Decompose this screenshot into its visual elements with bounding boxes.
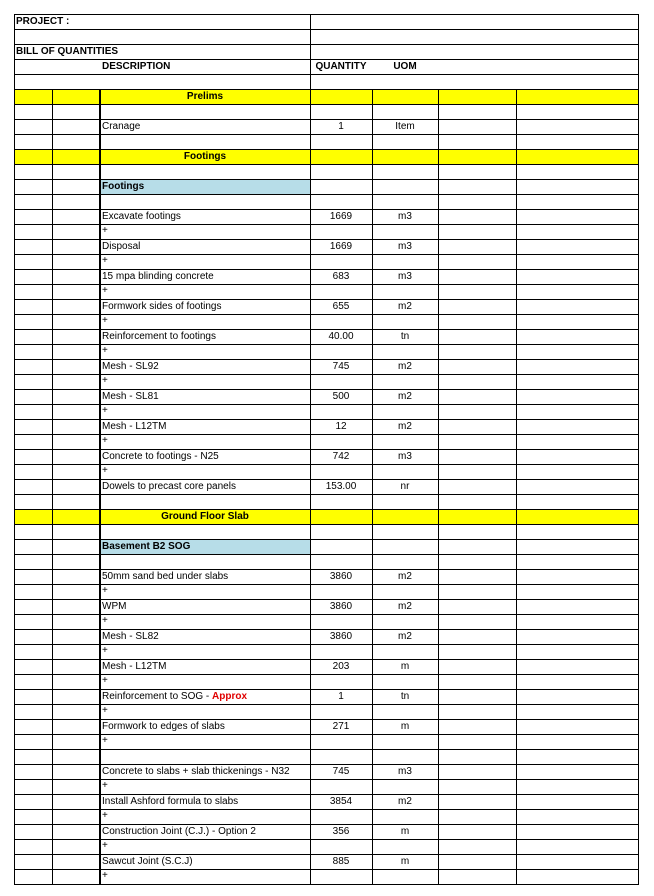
row-divider (14, 134, 639, 135)
project-label: PROJECT : (16, 16, 70, 27)
row-divider (14, 119, 639, 120)
row-divider (14, 179, 639, 180)
item-quantity: 1669 (329, 241, 353, 252)
item-uom: m (400, 826, 410, 837)
row-divider (14, 239, 639, 240)
item-quantity: 745 (332, 766, 350, 777)
row-divider (14, 494, 639, 495)
item-uom: m2 (398, 421, 412, 432)
item-uom: m3 (398, 451, 412, 462)
row-divider (14, 599, 639, 600)
item-uom: m2 (398, 301, 412, 312)
column-divider (14, 89, 15, 884)
row-divider (14, 149, 639, 150)
plus-marker: + (102, 780, 108, 791)
item-uom: Item (395, 121, 415, 132)
item-description: Sawcut Joint (S.C.J) (102, 856, 193, 867)
section-title: Ground Floor Slab (161, 511, 249, 522)
plus-marker: + (102, 405, 108, 416)
row-divider (14, 194, 639, 195)
row-divider (14, 554, 639, 555)
item-description: Concrete to slabs + slab thickenings - N32 (102, 766, 290, 777)
item-quantity: 885 (332, 856, 350, 867)
row-divider (14, 269, 639, 270)
column-header-description: DESCRIPTION (102, 61, 171, 72)
row-divider (14, 74, 639, 75)
item-quantity: 356 (332, 826, 350, 837)
item-uom: m2 (398, 361, 412, 372)
column-divider (52, 89, 53, 884)
row-divider (14, 524, 639, 525)
item-quantity: 742 (332, 451, 350, 462)
column-header-quantity: QUANTITY (315, 61, 367, 72)
item-quantity: 745 (332, 361, 350, 372)
plus-marker: + (102, 735, 108, 746)
row-divider (14, 419, 639, 420)
item-quantity: 3860 (329, 601, 353, 612)
subsection-title: Basement B2 SOG (102, 541, 191, 552)
item-quantity: 153.00 (325, 481, 357, 492)
item-uom: m2 (398, 796, 412, 807)
item-description: Mesh - L12TM (102, 661, 167, 672)
plus-marker: + (102, 345, 108, 356)
row-divider (14, 884, 639, 885)
item-description: Mesh - SL81 (102, 391, 159, 402)
item-quantity: 3860 (329, 571, 353, 582)
item-uom: m (400, 721, 410, 732)
item-description: Install Ashford formula to slabs (102, 796, 239, 807)
plus-marker: + (102, 705, 108, 716)
item-description: Construction Joint (C.J.) - Option 2 (102, 826, 256, 837)
row-divider (14, 749, 639, 750)
item-description: Mesh - L12TM (102, 421, 167, 432)
item-description: Reinforcement to footings (102, 331, 216, 342)
item-description: Disposal (102, 241, 141, 252)
column-divider (516, 89, 517, 884)
item-uom: m (400, 661, 410, 672)
column-divider (99, 89, 101, 884)
item-uom: m2 (398, 631, 412, 642)
item-description: Excavate footings (102, 211, 181, 222)
plus-marker: + (102, 255, 108, 266)
item-quantity: 683 (332, 271, 350, 282)
item-description: Concrete to footings - N25 (102, 451, 219, 462)
plus-marker: + (102, 615, 108, 626)
item-quantity: 1669 (329, 211, 353, 222)
row-divider (14, 719, 639, 720)
item-quantity: 3854 (329, 796, 353, 807)
row-divider (14, 329, 639, 330)
item-uom: m2 (398, 391, 412, 402)
item-uom: tn (400, 331, 410, 342)
plus-marker: + (102, 840, 108, 851)
item-uom: m2 (398, 571, 412, 582)
item-uom: m3 (398, 211, 412, 222)
row-divider (14, 299, 639, 300)
row-divider (14, 794, 639, 795)
row-divider (14, 104, 639, 105)
row-divider (14, 59, 639, 60)
row-divider (14, 44, 639, 45)
item-description: WPM (102, 601, 127, 612)
plus-marker: + (102, 585, 108, 596)
item-description: Formwork sides of footings (102, 301, 222, 312)
item-description: Dowels to precast core panels (102, 481, 236, 492)
plus-marker: + (102, 465, 108, 476)
item-quantity: 500 (332, 391, 350, 402)
plus-marker: + (102, 315, 108, 326)
item-description: 15 mpa blinding concrete (102, 271, 214, 282)
row-divider (14, 89, 639, 90)
approx-note: Approx (212, 691, 248, 702)
item-quantity: 40.00 (328, 331, 354, 342)
row-divider (14, 689, 639, 690)
item-description: Cranage (102, 121, 141, 132)
plus-marker: + (102, 810, 108, 821)
row-divider (14, 764, 639, 765)
row-divider (14, 854, 639, 855)
item-description: Mesh - SL82 (102, 631, 159, 642)
row-divider (14, 389, 639, 390)
column-divider (638, 89, 639, 884)
section-title: Footings (183, 151, 227, 162)
plus-marker: + (102, 285, 108, 296)
row-divider (14, 824, 639, 825)
column-header-uom: UOM (393, 61, 417, 72)
item-quantity: 3860 (329, 631, 353, 642)
column-divider (438, 89, 439, 884)
item-uom: m3 (398, 271, 412, 282)
row-divider (14, 449, 639, 450)
item-uom: tn (400, 691, 410, 702)
boq-title: BILL OF QUANTITIES (16, 46, 119, 57)
plus-marker: + (102, 435, 108, 446)
item-description: Mesh - SL92 (102, 361, 159, 372)
row-divider (14, 359, 639, 360)
row-divider (14, 14, 639, 15)
item-quantity: 655 (332, 301, 350, 312)
row-divider (14, 509, 639, 510)
item-description: Reinforcement to SOG - Approx (102, 691, 248, 702)
plus-marker: + (102, 645, 108, 656)
section-title: Prelims (186, 91, 224, 102)
item-description: 50mm sand bed under slabs (102, 571, 229, 582)
row-divider (14, 29, 639, 30)
row-divider (14, 164, 639, 165)
plus-marker: + (102, 375, 108, 386)
item-quantity: 12 (335, 421, 347, 432)
item-quantity: 271 (332, 721, 350, 732)
column-divider (310, 14, 311, 89)
item-uom: nr (400, 481, 410, 492)
row-divider (14, 659, 639, 660)
row-divider (14, 569, 639, 570)
item-uom: m3 (398, 766, 412, 777)
row-divider (14, 539, 639, 540)
item-quantity: 203 (332, 661, 350, 672)
item-description: Formwork to edges of slabs (102, 721, 225, 732)
subsection-title: Footings (102, 181, 145, 192)
item-quantity: 1 (338, 121, 344, 132)
plus-marker: + (102, 675, 108, 686)
row-divider (14, 479, 639, 480)
row-divider (14, 209, 639, 210)
item-uom: m2 (398, 601, 412, 612)
plus-marker: + (102, 225, 108, 236)
item-uom: m (400, 856, 410, 867)
plus-marker: + (102, 870, 108, 881)
item-uom: m3 (398, 241, 412, 252)
row-divider (14, 629, 639, 630)
item-quantity: 1 (338, 691, 344, 702)
